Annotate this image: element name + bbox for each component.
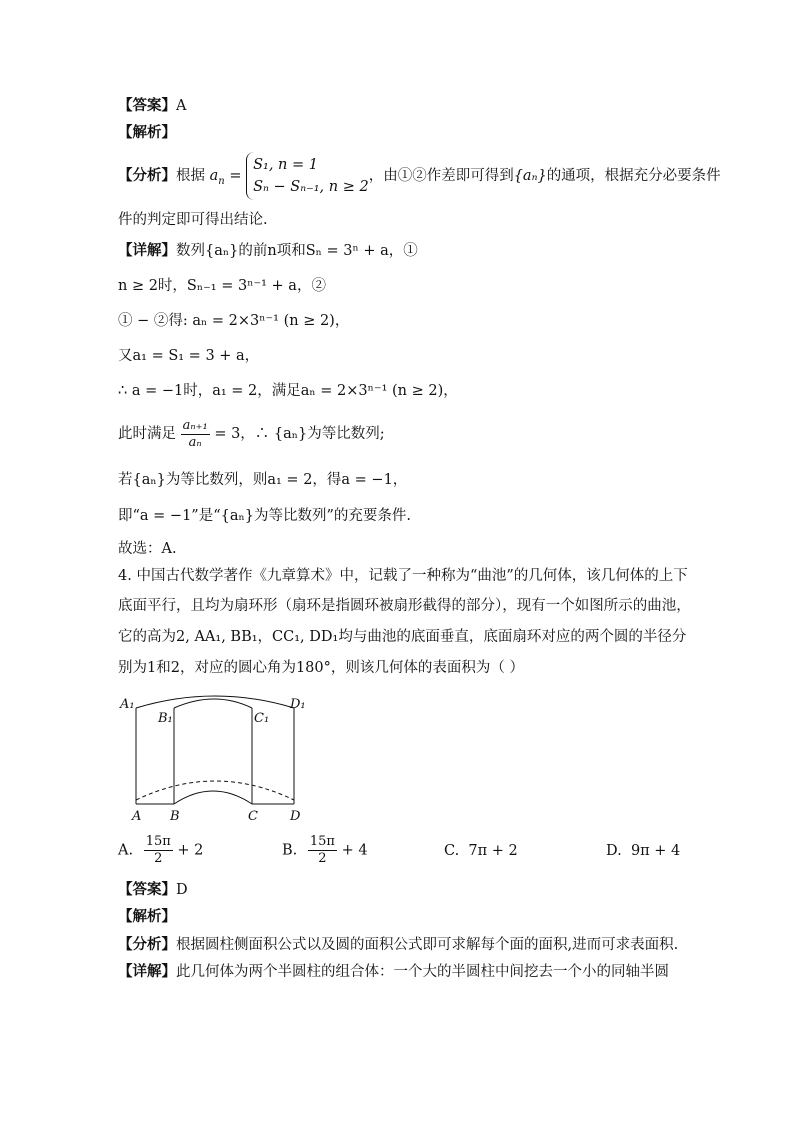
detail-line-9: 故选：A. [118,541,177,557]
answer-value-2: D [176,882,188,898]
q4-line-4: 别为1和2，对应的圆心角为180°，则该几何体的表面积为（ ） [118,660,524,676]
detail-line-6 [118,416,385,452]
option-a[interactable]: A. $\frac{15\pi}{2}$ + 2 [118,834,204,866]
detail-line-final: 【详解】此几何体为两个半圆柱的组合体：一个大的半圆柱中间挖去一个小的同轴半圆 [118,963,669,980]
fenxi-post2: 的通项，根据充分必要条件 [546,168,721,184]
detail-line-3: ① − ②得: aₙ = 2×3ⁿ⁻¹ (n ≥ 2)， [118,313,350,329]
label-D1: D₁ [290,697,306,712]
detail-line-8: 即“a = −1”是“{aₙ}为等比数列”的充要条件. [118,508,412,524]
analysis-tag-1: 【解析】 [118,124,176,141]
case-1: S₁, n = 1 [253,157,318,173]
option-d[interactable]: D. 9π + 4 [606,843,681,859]
inner-top-arc [174,699,252,708]
q4-line-1: 4. 中国古代数学著作《九章算术》中，记载了一种称为“曲池”的几何体，该几何体的上下 [118,568,688,584]
curved-pool-figure [118,692,308,828]
fenxi-lhs: $a_n$ [209,168,225,187]
answer-line-2: 【答案】D [118,881,188,898]
detail-line-4: 又a₁ = S₁ = 3 + a， [118,348,260,364]
detail-line-7: 若{aₙ}为等比数列，则a₁ = 2，得a = −1， [118,472,408,488]
label-C: C [248,809,258,824]
label-B1: B₁ [158,711,173,726]
answer-line-1 [118,96,186,116]
detail-text-final: 此几何体为两个半圆柱的组合体：一个大的半圆柱中间挖去一个小的同轴半圆 [176,964,669,980]
analysis-tag-2: 【解析】 [118,908,176,925]
fenxi-line-1: 【分析】根据 $a_n$ = S₁, n = 1 Sₙ − Sₙ₋₁, n ≥ 2 ，由①②作差即可得到{aₙ}的通项，根据充分必要条件 [118,150,721,208]
ratio-fraction: $\frac{\text{aₙ₊₁}}{\text{aₙ}}$ [182,417,208,450]
detail-6-pre: 此时满足 [118,426,176,442]
case-2: Sₙ − Sₙ₋₁, n ≥ 2 [253,179,369,195]
option-b-fraction: $\frac{15\pi}{2}$ [309,834,335,866]
answer-tag: 【答案】 [118,97,176,114]
inner-bottom-arc [174,791,252,804]
q4-line-2: 底面平行，且均为扇环形（扇环是指圆环被扇形截得的部分），现有一个如图所示的曲池， [118,598,691,614]
option-c[interactable]: C. 7π + 2 [444,843,518,859]
label-B: B [170,809,180,824]
label-A1: A₁ [120,697,135,712]
label-D: D [290,809,301,824]
outer-bottom-dashed-arc [136,781,294,800]
detail-6-post: = 3，∴ {aₙ}为等比数列; [214,426,385,442]
fenxi-cont: 件的判定即可得出结论. [118,212,268,228]
fenxi-line-2: 【分析】根据圆柱侧面积公式以及圆的面积公式即可求解每个面的面积,进而可求表面积. [118,936,679,953]
outer-top-arc [136,696,294,708]
detail-line-5: ∴ a = −1时，a₁ = 2，满足aₙ = 2×3ⁿ⁻¹ (n ≥ 2)， [118,383,458,399]
detail-tag: 【详解】 [118,242,176,259]
option-a-fraction: $\frac{15\pi}{2}$ [145,834,171,866]
answer-value: A [176,98,187,114]
detail-line-2: n ≥ 2时，Sₙ₋₁ = 3ⁿ⁻¹ + a，② [118,278,326,294]
fenxi-text-2: 根据圆柱侧面积公式以及圆的面积公式即可求解每个面的面积,进而可求表面积. [176,937,679,953]
fenxi-post: ，由①②作差即可得到 [368,168,514,184]
label-A: A [132,809,142,824]
piecewise-cases [246,152,369,200]
option-b[interactable]: B. $\frac{15\pi}{2}$ + 4 [282,834,368,866]
q4-line-3: 它的高为2, AA₁, BB₁，CC₁, DD₁均与曲池的底面垂直，底面扇环对应的两个圆的半径分 [118,629,687,645]
detail-text-1: 数列{aₙ}的前n项和Sₙ = 3ⁿ + a，① [176,243,418,259]
fenxi-seq: {aₙ} [513,168,547,184]
label-C1: C₁ [254,711,270,726]
fenxi-pre: 根据 [176,168,205,184]
fenxi-tag: 【分析】 [118,167,176,184]
detail-line-1 [118,241,418,261]
